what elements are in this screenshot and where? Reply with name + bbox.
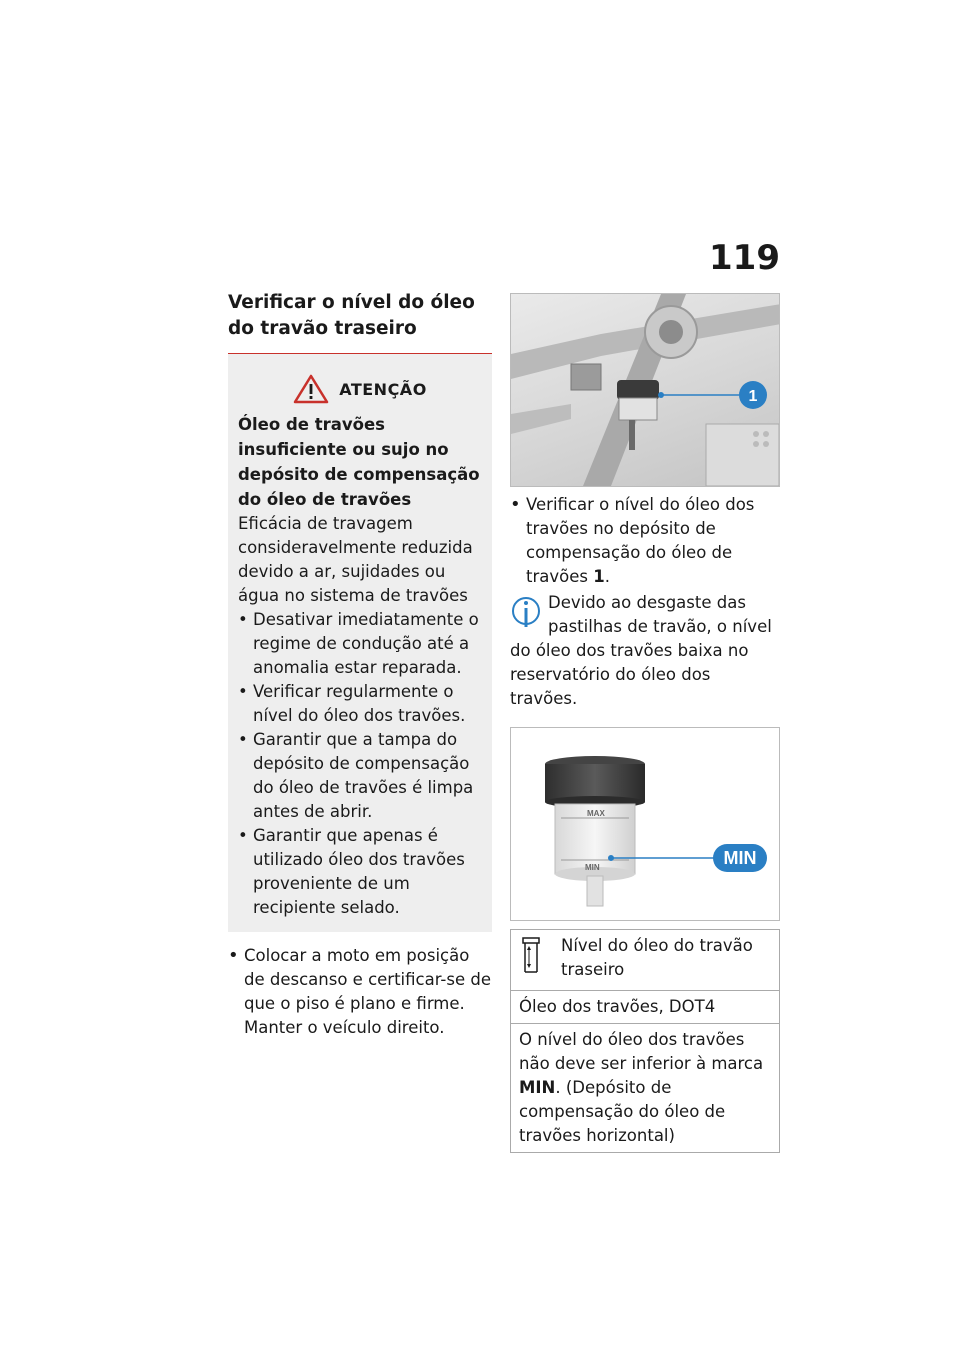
min-callout: MIN (723, 848, 757, 868)
warning-list (238, 608, 482, 920)
warning-item: • Verificar regularmente o nível do óleo dos travões. (238, 680, 482, 728)
info-text: Devido ao desgaste das pastilhas de travão, o nível do óleo dos travões baixa no reservatório do óleo dos travões. (510, 593, 772, 708)
info-note (510, 591, 780, 711)
spec-header (511, 930, 779, 990)
warning-header (238, 374, 482, 404)
left-column (228, 290, 492, 1040)
warning-triangle-icon (293, 374, 329, 404)
spec-fluid: Óleo dos travões, DOT4 (511, 990, 779, 1023)
right-column (510, 293, 780, 1153)
left-steps (228, 944, 492, 1040)
fluid-level-icon (519, 936, 543, 976)
max-mark: MAX (587, 809, 605, 818)
step-item: • Colocar a moto em posição de descanso e certificar-se de que o piso é plano e firme. Manter o veículo direito. (228, 944, 492, 1040)
min-mark: MIN (585, 863, 600, 872)
step-ref: 1 (593, 567, 605, 586)
warning-body: Eficácia de travagem consideravelmente reduzida devido a ar, sujidades ou água no sistema de travões (238, 514, 473, 605)
min-mark-text: MIN (519, 1078, 556, 1097)
step-item: • Verificar o nível do óleo dos travões no depósito de compensação do óleo de travões 1. (510, 493, 780, 589)
warning-item: • Desativar imediatamente o regime de condução até a anomalia estar reparada. (238, 608, 482, 680)
spec-table (510, 929, 780, 1153)
page-number: 119 (709, 238, 780, 278)
spec-requirement: O nível do óleo dos travões não deve ser inferior à marca MIN. (Depósito de compensação do óleo de travões horizontal) (511, 1023, 779, 1152)
motorcycle-frame-illustration (511, 294, 779, 486)
reservoir-illustration (511, 728, 779, 920)
step-text: Verificar o nível do óleo dos travões no depósito de compensação do óleo de travões (526, 495, 755, 586)
warning-item: • Garantir que a tampa do depósito de compensação do óleo de travões é limpa antes de abrir. (238, 728, 482, 824)
right-steps (510, 493, 780, 589)
warning-box (228, 354, 492, 932)
warning-item: • Garantir que apenas é utilizado óleo dos travões proveniente de um recipiente selado. (238, 824, 482, 920)
warning-label: ATENÇÃO (339, 379, 427, 399)
reservoir-location-figure (510, 293, 780, 487)
spec-header-text: Nível do óleo do travão traseiro (561, 936, 753, 979)
section-title: Verificar o nível do óleo do travão traseiro (228, 290, 492, 354)
info-icon (510, 595, 542, 633)
callout-1: 1 (748, 388, 758, 405)
warning-title: Óleo de travões insuficiente ou sujo no depósito de compensação do óleo de travões (238, 415, 480, 509)
reservoir-level-figure (510, 727, 780, 921)
